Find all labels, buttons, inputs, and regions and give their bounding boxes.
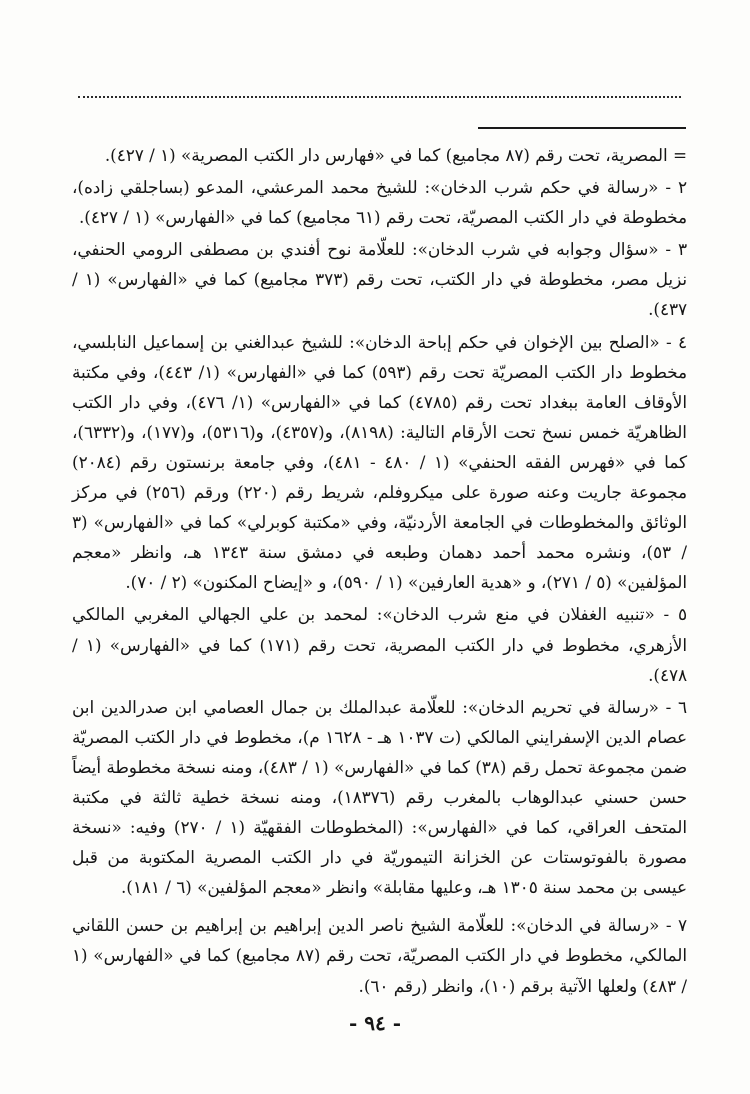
paragraph-item-4: ٤ - «الصلح بين الإخوان في حكم إباحة الدخان»: للشيخ عبدالغني بن إسماعيل النابلسي، مخطوط دار الكتب المصريّة تحت رقم (٥٩٣) كما في «الفهارس» (١/ ٤٤٣)، وفي مكتبة الأوقاف العامة ببغداد تحت رقم (٤٧٨٥) كما في «الفهارس» (١/ ٤٧٦)، وفي دار الكتب الظاهريّة خمس نسخ تحت الأرقام التالية: (٨١٩٨)، و(٤٣٥٧)، و(٥٣١٦)، و(١٧٧)، و(٦٣٣٢)، كما في «فهرس الفقه الحنفي» (١ / ٤٨٠ - ٤٨١)، وفي جامعة برنستون رقم (٢٠٨٤) مجموعة جاريت وعنه صورة على ميكروفلم، شريط رقم (٢٢٠) ورقم (٢٥٦) في مركز الوثائق والمخطوطات في الجامعة الأردنيّة، وفي «مكتبة كوبرلي» كما في «الفهارس» (٣ / ٥٣)، ونشره محمد أحمد دهمان وطبعه في دمشق سنة ١٣٤٣ هـ، وانظر «معجم المؤلفين» (٥ / ٢٧١)، و «هدية العارفين» (١ / ٥٩٠)، و «إيضاح المكنون» (٢ / ٧٠).: [72, 331, 688, 593]
paragraph-item-6: ٦ - «رسالة في تحريم الدخان»: للعلّامة عبدالملك بن جمال العصامي ابن صدرالدين ابن عصام الدين الإسفرايني المالكي (ت ١٠٣٧ هـ - ١٦٢٨ م)، مخطوط في دار الكتب المصريّة ضمن مجموعة تحمل رقم (٣٨) كما في «الفهارس» (١ / ٤٨٣)، ومنه نسخة مخطوطة أيضاً حسن حسني عبدالوهاب بالمغرب رقم (١٨٣٧٦)، ومنه نسخة خطية ثالثة في مكتبة المتحف العراقي، كما في «الفهارس»: (المخطوطات الفقهيّة (١ / ٢٧٠) وفيه: «نسخة مصورة بالفوتوستات عن الخزانة التيموريّة في دار الكتب المصرية المكتوبة من قبل عيسى بن محمد سنة ١٣٠٥ هـ، وعليها مقابلة» وانظر «معجم المؤلفين» (٦ / ١٨١).: [72, 696, 687, 898]
header-dotted-rule: [78, 96, 681, 98]
footnote-separator-rule: [478, 127, 686, 129]
paragraph-continuation: = المصرية، تحت رقم (٨٧ مجاميع) كما في «فهارس دار الكتب المصرية» (١ / ٤٢٧).: [104, 145, 687, 165]
paragraph-item-2: ٢ - «رسالة في حكم شرب الدخان»: للشيخ محمد المرعشي، المدعو (بساجلقي زاده)، مخطوطة في دار الكتب المصريّة، تحت رقم (٦١ مجاميع) كما في «الفهارس» (١ / ٤٢٧).: [72, 177, 687, 228]
paragraph-item-7: ٧ - «رسالة في الدخان»: للعلّامة الشيخ ناصر الدين إبراهيم بن إبراهيم بن حسن اللقاني المالكي، مخطوط في دار الكتب المصريّة، تحت رقم (٨٧ مجاميع) كما في «الفهارس» (١ / ٤٨٣) ولعلها الآتية برقم (١٠)، وانظر (رقم ٦٠).: [72, 915, 687, 996]
page-number: - ٩٤ -: [348, 1011, 401, 1035]
page-body: [72, 140, 687, 1003]
paragraph-item-5: ٥ - «تنبيه الغفلان في منع شرب الدخان»: لمحمد بن علي الجهالي المغربي المالكي الأزهري، مخطوط في دار الكتب المصرية، تحت رقم (١٧١) كما في «الفهارس» (١ / ٤٧٨).: [72, 604, 687, 685]
paragraph-item-3: ٣ - «سؤال وجوابه في شرب الدخان»: للعلّامة نوح أفندي بن مصطفى الرومي الحنفي، نزيل مصر، مخطوطة في دار الكتب، تحت رقم (٣٧٣ مجاميع) كما في «الفهارس» (١ / ٤٣٧).: [72, 239, 687, 320]
